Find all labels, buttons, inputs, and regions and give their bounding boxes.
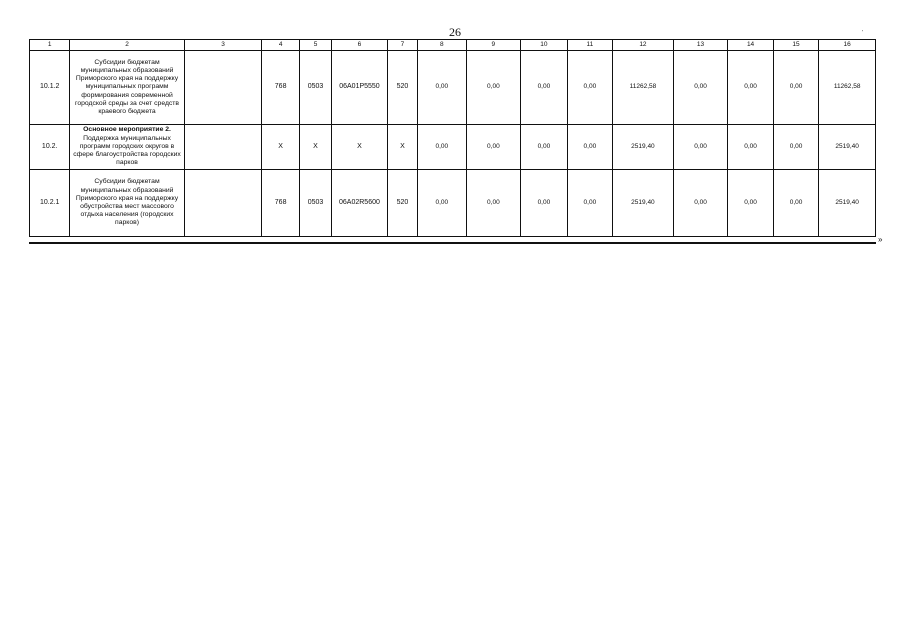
value-cell [184, 125, 262, 170]
description-cell: Субсидии бюджетам муниципальных образований Приморского края на поддержку обустройства мест массового отдыха населения (городских парков) [70, 170, 184, 237]
page-number: 26 [449, 25, 461, 39]
row-number-cell: 10.2. [30, 125, 70, 170]
header-cell: 5 [299, 40, 331, 51]
value-cell: 0,00 [418, 170, 467, 237]
header-cell: 13 [673, 40, 728, 51]
event-heading: Основное мероприятие 2. [83, 126, 171, 134]
header-cell: 16 [819, 40, 876, 51]
description-cell: Субсидии бюджетам муниципальных образований Приморского края на поддержку муниципальных программ формирования современной городской среды за счет средств краевого бюджета [70, 51, 184, 125]
table-header-row [30, 40, 876, 51]
budget-table [29, 39, 876, 237]
header-cell: 8 [418, 40, 467, 51]
value-cell: X [332, 125, 388, 170]
value-cell: 2519,40 [613, 125, 674, 170]
value-cell: 06А02R5600 [332, 170, 388, 237]
value-cell: 0,00 [567, 125, 612, 170]
value-cell: 0,00 [728, 170, 773, 237]
closing-quote-mark: » [878, 235, 883, 244]
value-cell: 11262,58 [819, 51, 876, 125]
value-cell: 0,00 [418, 125, 467, 170]
value-cell: 0,00 [673, 125, 728, 170]
value-cell: 768 [262, 51, 299, 125]
value-cell: 0,00 [466, 170, 521, 237]
value-cell: 520 [387, 51, 417, 125]
header-cell: 3 [184, 40, 262, 51]
value-cell: 0,00 [521, 125, 567, 170]
value-cell: 2519,40 [819, 170, 876, 237]
value-cell: 0,00 [673, 51, 728, 125]
value-cell: 0,00 [773, 51, 818, 125]
value-cell: 11262,58 [613, 51, 674, 125]
table-bottom-rule [29, 242, 876, 244]
value-cell: 520 [387, 170, 417, 237]
value-cell: 06А01Р5550 [332, 51, 388, 125]
value-cell: 0,00 [521, 51, 567, 125]
value-cell: X [387, 125, 417, 170]
value-cell: X [262, 125, 299, 170]
header-cell: 2 [70, 40, 184, 51]
table-row [30, 170, 876, 237]
value-cell: 0,00 [728, 125, 773, 170]
table-row [30, 125, 876, 170]
header-cell: 1 [30, 40, 70, 51]
value-cell: 0,00 [521, 170, 567, 237]
value-cell [184, 51, 262, 125]
table-body [30, 40, 876, 237]
header-cell: 9 [466, 40, 521, 51]
value-cell: 0,00 [567, 170, 612, 237]
value-cell: 0,00 [773, 170, 818, 237]
table-row [30, 51, 876, 125]
value-cell: 0,00 [466, 125, 521, 170]
corner-mark: ' [862, 30, 863, 36]
value-cell: 0,00 [567, 51, 612, 125]
row-number-cell: 10.1.2 [30, 51, 70, 125]
header-cell: 12 [613, 40, 674, 51]
header-cell: 10 [521, 40, 567, 51]
value-cell: 0,00 [728, 51, 773, 125]
row-number-cell: 10.2.1 [30, 170, 70, 237]
value-cell: X [299, 125, 331, 170]
value-cell: 0503 [299, 170, 331, 237]
header-cell: 11 [567, 40, 612, 51]
header-cell: 14 [728, 40, 773, 51]
value-cell: 2519,40 [819, 125, 876, 170]
value-cell: 0503 [299, 51, 331, 125]
value-cell: 768 [262, 170, 299, 237]
value-cell: 0,00 [466, 51, 521, 125]
value-cell: 0,00 [773, 125, 818, 170]
header-cell: 15 [773, 40, 818, 51]
value-cell: 0,00 [418, 51, 467, 125]
header-cell: 4 [262, 40, 299, 51]
description-cell: Основное мероприятие 2. Поддержка муниципальных программ городских округов в сфере благоустройства городских парков [70, 125, 184, 170]
header-cell: 6 [332, 40, 388, 51]
value-cell: 0,00 [673, 170, 728, 237]
value-cell: 2519,40 [613, 170, 674, 237]
header-cell: 7 [387, 40, 417, 51]
value-cell [184, 170, 262, 237]
